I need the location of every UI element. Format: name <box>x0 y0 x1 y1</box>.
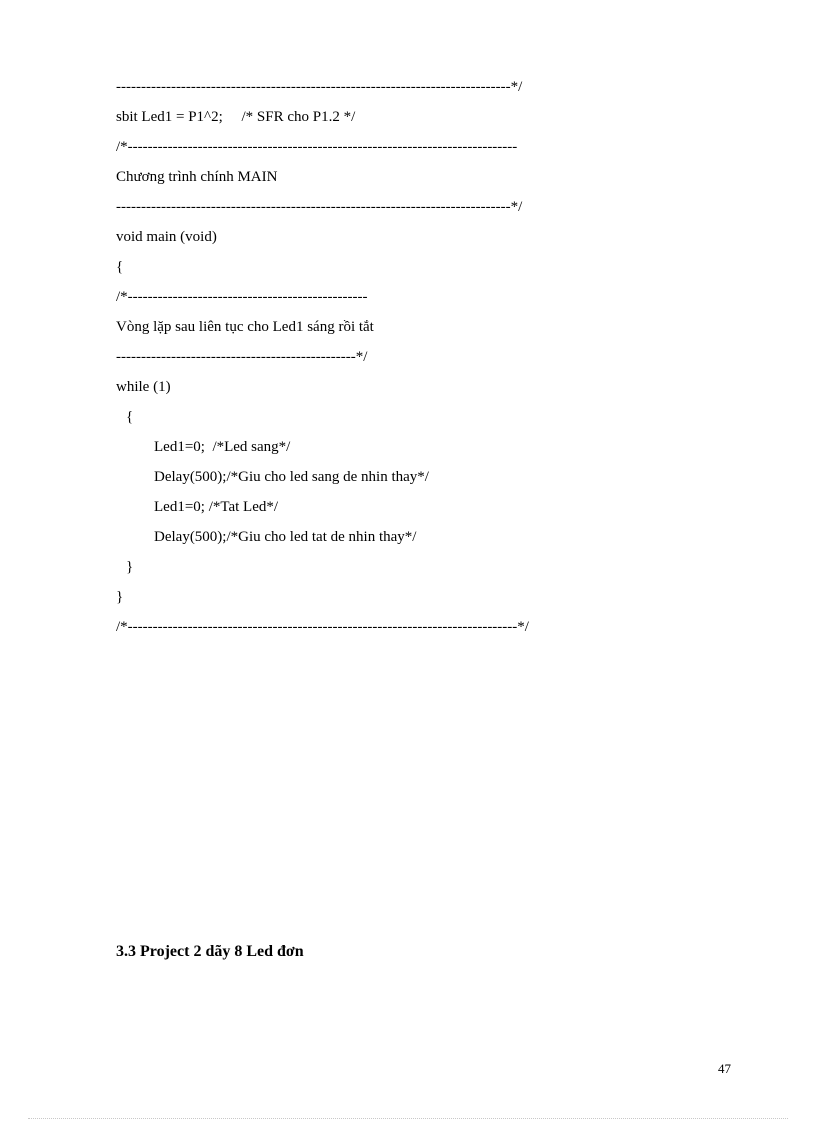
code-line: } <box>116 589 124 605</box>
code-line: /*------------------------------------------------------------------------------*/ <box>116 619 529 635</box>
code-line: Chương trình chính MAIN <box>116 169 278 185</box>
code-line: Delay(500);/*Giu cho led sang de nhin thay*/ <box>154 469 429 485</box>
code-line: Delay(500);/*Giu cho led tat de nhin thay*/ <box>154 529 417 545</box>
code-line: /*------------------------------------------------ <box>116 289 368 305</box>
code-line: -------------------------------------------------------------------------------*/ <box>116 79 523 95</box>
code-line: Led1=0; /*Led sang*/ <box>154 439 291 455</box>
code-line: while (1) <box>116 379 171 395</box>
code-line: } <box>126 559 134 575</box>
code-line: Vòng lặp sau liên tục cho Led1 sáng rồi tắt <box>116 319 374 335</box>
code-line: ------------------------------------------------*/ <box>116 349 368 365</box>
page-number: 47 <box>718 1061 731 1076</box>
code-line: -------------------------------------------------------------------------------*/ <box>116 199 523 215</box>
section-heading: 3.3 Project 2 dãy 8 Led đơn <box>116 943 304 960</box>
code-line: sbit Led1 = P1^2; /* SFR cho P1.2 */ <box>116 109 356 125</box>
code-line: Led1=0; /*Tat Led*/ <box>154 499 279 515</box>
code-line: void main (void) <box>116 229 217 245</box>
code-line: { <box>126 409 134 425</box>
code-listing <box>116 72 676 642</box>
page-bottom-divider <box>28 1118 788 1119</box>
code-line: /*------------------------------------------------------------------------------ <box>116 139 518 155</box>
code-line: { <box>116 259 124 275</box>
